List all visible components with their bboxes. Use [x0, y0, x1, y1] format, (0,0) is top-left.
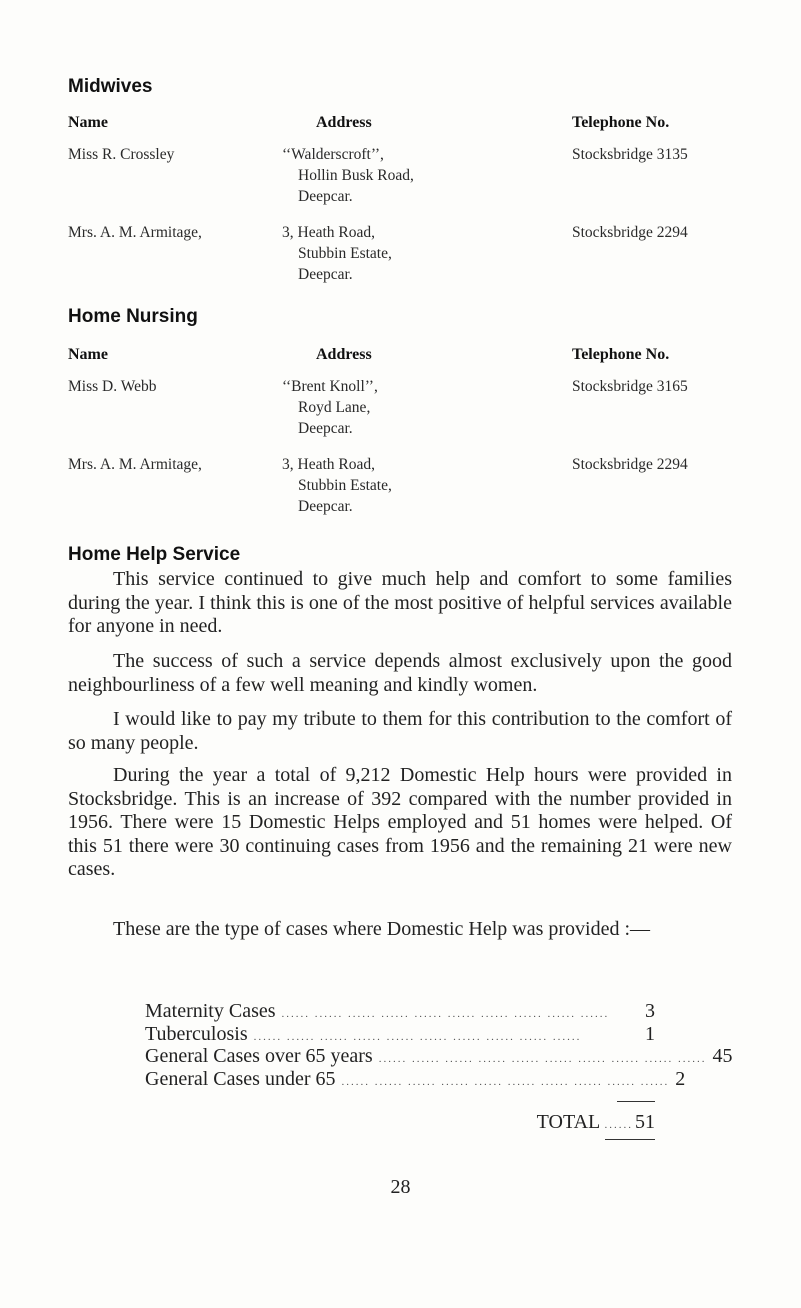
- case-value: 3: [645, 1000, 655, 1022]
- midwives-name-header: Name: [68, 114, 108, 131]
- case-label: General Cases under 65: [145, 1067, 336, 1090]
- midwife-address: [282, 222, 392, 285]
- case-value: 45: [712, 1045, 733, 1067]
- page-number: 28: [390, 1176, 411, 1198]
- total-row: [360, 1111, 655, 1134]
- address-line: 3, Heath Road,: [282, 456, 375, 473]
- midwife-name: Miss R. Crossley: [68, 146, 175, 163]
- list-item: Maternity Cases ...... ...... ...... ...... ...... ...... ...... ...... ...... ...... 3: [145, 1000, 655, 1022]
- nursing-telephone-header: Telephone No.: [572, 346, 670, 363]
- nurse-name: Miss D. Webb: [68, 378, 157, 395]
- midwife-telephone: Stocksbridge 2294: [572, 224, 688, 241]
- home-help-heading: Home Help Service: [68, 544, 241, 565]
- list-item: General Cases under 65 ...... ...... ...... ...... ...... ...... ...... ...... ...... ...... 2: [145, 1067, 686, 1090]
- address-line: Deepcar.: [298, 188, 353, 205]
- address-line: Deepcar.: [298, 420, 353, 437]
- address-line: Stubbin Estate,: [298, 477, 392, 494]
- address-line: Hollin Busk Road,: [298, 167, 414, 184]
- home-nursing-heading: Home Nursing: [68, 306, 198, 327]
- midwife-telephone: Stocksbridge 3135: [572, 146, 688, 163]
- midwives-heading: Midwives: [68, 76, 153, 97]
- paragraph: This service continued to give much help and comfort to some families during the year. I think this is one of the most positive of helpful services available for anyone in need.: [68, 568, 732, 637]
- midwives-address-header: Address: [316, 114, 372, 131]
- midwife-address: [282, 144, 414, 207]
- nursing-name-header: Name: [68, 346, 108, 363]
- case-label: Tuberculosis: [145, 1022, 248, 1045]
- address-line: 3, Heath Road,: [282, 224, 375, 241]
- case-value: 2: [675, 1067, 686, 1090]
- midwives-telephone-header: Telephone No.: [572, 114, 670, 131]
- total-label: TOTAL ......: [536, 1111, 633, 1133]
- address-line: Deepcar.: [298, 498, 353, 515]
- nurse-telephone: Stocksbridge 3165: [572, 378, 688, 395]
- subtotal-rule: [617, 1101, 655, 1102]
- total-value: 51: [635, 1111, 655, 1133]
- paragraph: The success of such a service depends almost exclusively upon the good neighbourliness of a few well meaning and kindly women.: [68, 650, 732, 696]
- midwife-name: Mrs. A. M. Armitage,: [68, 224, 202, 241]
- address-line: Stubbin Estate,: [298, 245, 392, 262]
- paragraph: During the year a total of 9,212 Domestic Help hours were provided in Stocksbridge. This is an increase of 392 compared with the number provided in 1956. There were 15 Domestic Helps employed and 51 homes were helped. Of this 51 there were 30 continuing cases from 1956 and the remaining 21 were new cases.: [68, 764, 732, 880]
- nurse-address: [282, 454, 392, 517]
- address-line: Royd Lane,: [298, 399, 371, 416]
- nurse-telephone: Stocksbridge 2294: [572, 456, 688, 473]
- cases-list: [145, 1000, 733, 1090]
- address-line: ‘‘Walderscroft’’,: [282, 146, 384, 163]
- case-label: General Cases over 65 years: [145, 1045, 373, 1067]
- nurse-name: Mrs. A. M. Armitage,: [68, 456, 202, 473]
- paragraph: I would like to pay my tribute to them for this contribution to the comfort of so many people.: [68, 708, 732, 754]
- list-item: Tuberculosis ...... ...... ...... ...... ...... ...... ...... ...... ...... ...... 1: [145, 1022, 655, 1045]
- address-line: Deepcar.: [298, 266, 353, 283]
- paragraph: These are the type of cases where Domestic Help was provided :—: [113, 918, 651, 940]
- case-label: Maternity Cases: [145, 1000, 276, 1022]
- nursing-address-header: Address: [316, 346, 372, 363]
- total-rule: [605, 1139, 655, 1140]
- case-value: 1: [645, 1022, 655, 1045]
- list-item: General Cases over 65 years ...... ...... ...... ...... ...... ...... ...... ...... ...... ...... 45: [145, 1045, 733, 1067]
- address-line: ‘‘Brent Knoll’’,: [282, 378, 378, 395]
- nurse-address: [282, 376, 378, 439]
